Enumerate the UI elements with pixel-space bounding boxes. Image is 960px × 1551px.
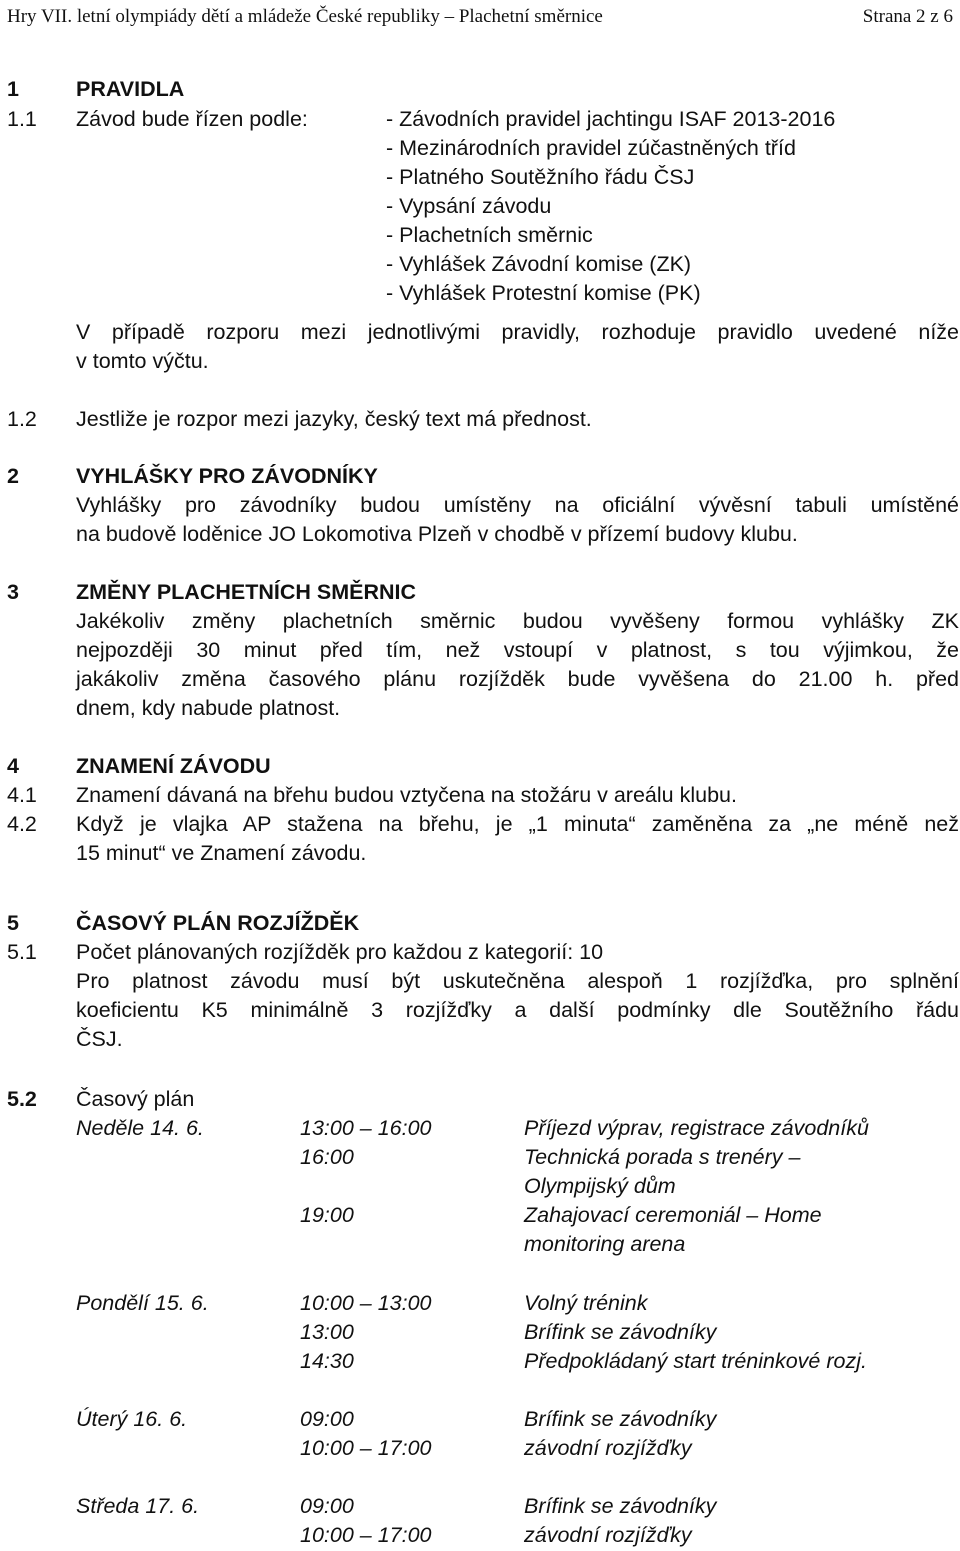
- conflict-text-line-2: v tomto výčtu.: [76, 349, 209, 373]
- rule-5-2-title: Časový plán: [76, 1087, 195, 1111]
- rules-list-item: - Vyhlášek Protestní komise (PK): [386, 281, 701, 305]
- validity-text-line-2: koeficientu K5 minimálně 3 rozjížďky a další podmínky dle Soutěžního řádu: [76, 998, 959, 1022]
- schedule-event: Technická porada s trenéry –: [524, 1145, 801, 1169]
- schedule-event-continued: Olympijský dům: [524, 1174, 676, 1198]
- schedule-event: závodní rozjížďky: [524, 1436, 692, 1460]
- rule-1-1-number: 1.1: [7, 107, 37, 131]
- rules-list-item: - Vypsání závodu: [386, 194, 552, 218]
- conflict-text-line-1: V případě rozporu mezi jednotlivými pravidly, rozhoduje pravidlo uvedené níže: [76, 320, 959, 344]
- section-4-number: 4: [7, 754, 19, 778]
- section-5-number: 5: [7, 911, 19, 935]
- page-number: Strana 2 z 6: [862, 6, 953, 27]
- rule-1-1-lead: Závod bude řízen podle:: [76, 107, 308, 131]
- rule-4-2-number: 4.2: [7, 812, 37, 836]
- section-3-text-line-2: nejpozději 30 minut před tím, než vstoupí v platnost, s tou výjimkou, že: [76, 638, 959, 662]
- schedule-time: 10:00 – 17:00: [300, 1436, 432, 1460]
- schedule-time: 19:00: [300, 1203, 354, 1227]
- schedule-time: 09:00: [300, 1494, 354, 1518]
- schedule-day: Neděle 14. 6.: [76, 1116, 204, 1140]
- rules-list-item: - Platného Soutěžního řádu ČSJ: [386, 165, 695, 189]
- section-3-title: ZMĚNY PLACHETNÍCH SMĚRNIC: [76, 580, 417, 604]
- section-3-number: 3: [7, 580, 19, 604]
- schedule-event: Příjezd výprav, registrace závodníků: [524, 1116, 869, 1140]
- validity-text-line-3: ČSJ.: [76, 1027, 123, 1051]
- schedule-time: 10:00 – 17:00: [300, 1523, 432, 1547]
- rule-5-1-number: 5.1: [7, 940, 37, 964]
- schedule-event: Volný trénink: [524, 1291, 648, 1315]
- section-2-text-line-2: na budově loděnice JO Lokomotiva Plzeň v chodbě v přízemí budovy klubu.: [76, 522, 798, 546]
- schedule-time: 09:00: [300, 1407, 354, 1431]
- schedule-time: 13:00 – 16:00: [300, 1116, 432, 1140]
- rule-4-1-text: Znamení dávaná na břehu budou vztyčena na stožáru v areálu klubu.: [76, 783, 737, 807]
- section-2-text-line-1: Vyhlášky pro závodníky budou umístěny na oficiální vývěsní tabuli umístěné: [76, 493, 959, 517]
- rules-list-item: - Plachetních směrnic: [386, 223, 593, 247]
- rule-4-2-text-line-1: Když je vlajka AP stažena na břehu, je „1 minuta“ zaměněna za „ne méně než: [76, 812, 959, 836]
- section-3-text-line-1: Jakékoliv změny plachetních směrnic budou vyvěšeny formou vyhlášky ZK: [76, 609, 959, 633]
- schedule-time: 10:00 – 13:00: [300, 1291, 432, 1315]
- section-1-title: PRAVIDLA: [76, 77, 185, 101]
- section-3-text-line-3: jakákoliv změna časového plánu rozjížděk bude vyvěšena do 21.00 h. před: [76, 667, 959, 691]
- rule-4-2-text-line-2: 15 minut“ ve Znamení závodu.: [76, 841, 367, 865]
- schedule-event: Brífink se závodníky: [524, 1320, 717, 1344]
- section-2-number: 2: [7, 464, 19, 488]
- schedule-event: Předpokládaný start tréninkové rozj.: [524, 1349, 867, 1373]
- rule-5-2-number: 5.2: [7, 1087, 37, 1111]
- rule-1-2-text: Jestliže je rozpor mezi jazyky, český text má přednost.: [76, 407, 592, 431]
- schedule-day: Středa 17. 6.: [76, 1494, 200, 1518]
- document-title: Hry VII. letní olympiády dětí a mládeže České republiky – Plachetní směrnice: [7, 6, 603, 27]
- section-3-text-line-4: dnem, kdy nabude platnost.: [76, 696, 341, 720]
- rule-5-1-text: Počet plánovaných rozjížděk pro každou z kategorií: 10: [76, 940, 604, 964]
- rules-list-item: - Závodních pravidel jachtingu ISAF 2013-2016: [386, 107, 836, 131]
- schedule-event: Brífink se závodníky: [524, 1494, 717, 1518]
- rule-4-1-number: 4.1: [7, 783, 37, 807]
- schedule-time: 14:30: [300, 1349, 354, 1373]
- section-4-title: ZNAMENÍ ZÁVODU: [76, 754, 271, 778]
- schedule-event: Brífink se závodníky: [524, 1407, 717, 1431]
- section-1-number: 1: [7, 77, 19, 101]
- page-header: [7, 4, 953, 30]
- rules-list-item: - Mezinárodních pravidel zúčastněných tříd: [386, 136, 796, 160]
- schedule-event: závodní rozjížďky: [524, 1523, 692, 1547]
- rules-list-item: - Vyhlášek Závodní komise (ZK): [386, 252, 692, 276]
- schedule-time: 13:00: [300, 1320, 354, 1344]
- schedule-event-continued: monitoring arena: [524, 1232, 686, 1256]
- section-5-title: ČASOVÝ PLÁN ROZJÍŽDĚK: [76, 911, 360, 935]
- validity-text-line-1: Pro platnost závodu musí být uskutečněna alespoň 1 rozjížďka, pro splnění: [76, 969, 959, 993]
- schedule-time: 16:00: [300, 1145, 354, 1169]
- schedule-day: Úterý 16. 6.: [76, 1407, 188, 1431]
- section-2-title: VYHLÁŠKY PRO ZÁVODNÍKY: [76, 464, 378, 488]
- schedule-event: Zahajovací ceremoniál – Home: [524, 1203, 822, 1227]
- rule-1-2-number: 1.2: [7, 407, 37, 431]
- schedule-day: Pondělí 15. 6.: [76, 1291, 209, 1315]
